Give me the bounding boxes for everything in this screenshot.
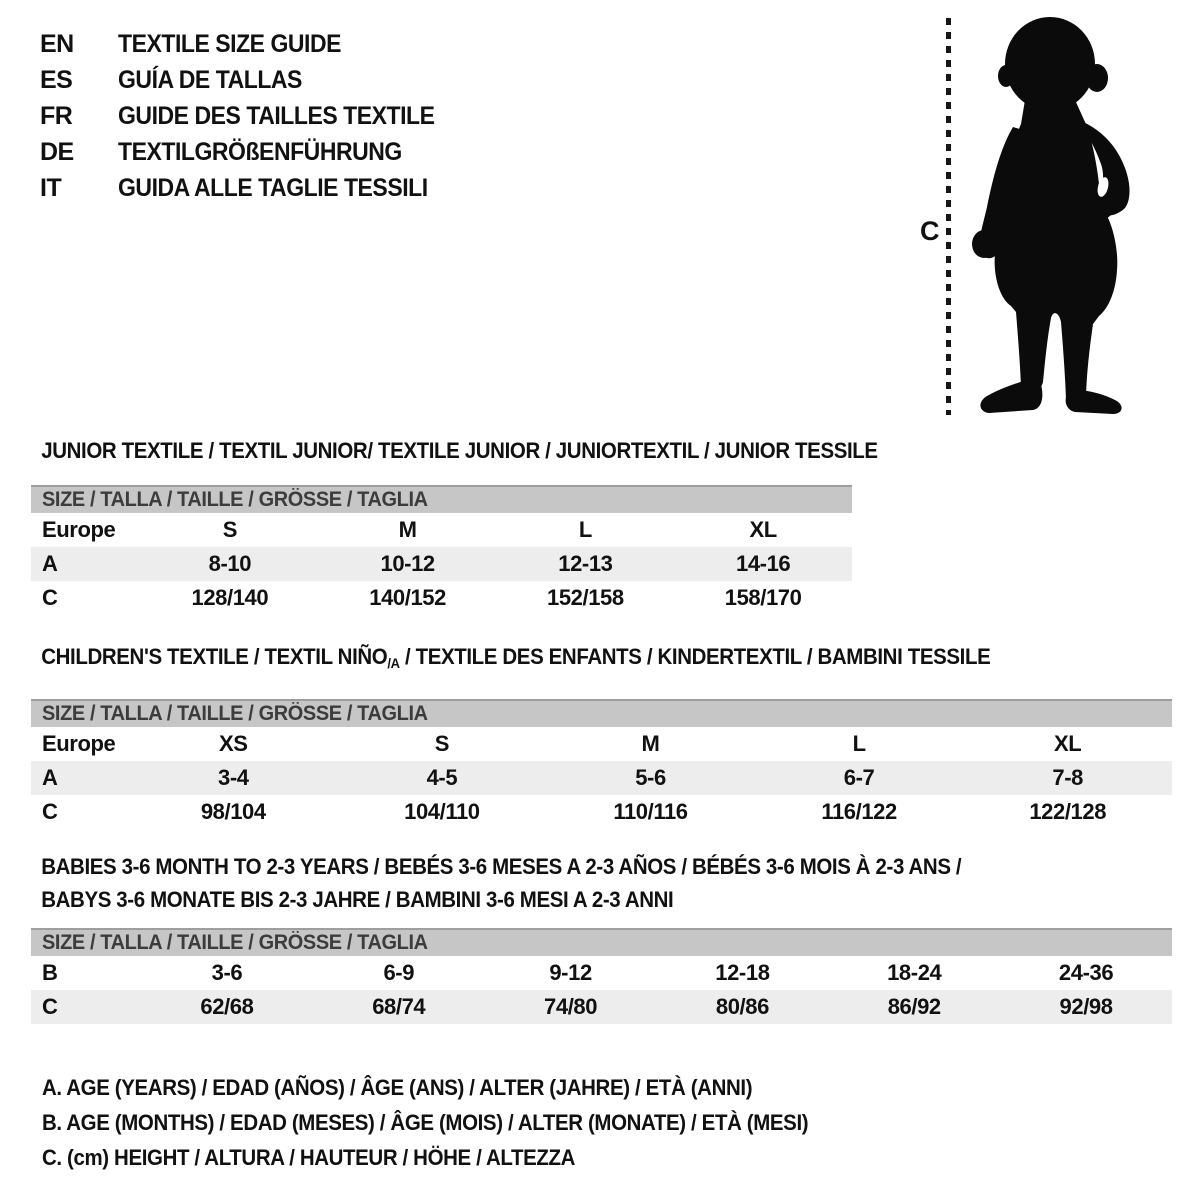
size-cell: 158/170 (724, 585, 802, 610)
footnote-b: B. AGE (MONTHS) / EDAD (MESES) / ÂGE (MOIS) / ALTER (MONATE) / ETÀ (MESI) (42, 1110, 809, 1135)
size-cell: 92/98 (1059, 994, 1113, 1019)
size-cell: 98/104 (200, 799, 266, 824)
row-height-cm (31, 990, 1172, 1024)
nino-a-subscript: /A (387, 655, 400, 671)
height-measure-dashed-line (946, 18, 951, 415)
size-cell: M (641, 731, 660, 756)
size-cell: 128/140 (191, 585, 269, 610)
size-cell: 80/86 (715, 994, 769, 1019)
size-cell: M (398, 517, 417, 542)
language-title: GUÍA DE TALLAS (118, 66, 302, 94)
size-cell: 6-7 (843, 765, 875, 790)
row-label: C (42, 585, 58, 610)
row-europe (31, 513, 852, 547)
size-header-bar (31, 699, 1172, 727)
section-babies-textile (31, 850, 1172, 1024)
row-height-cm (31, 795, 1172, 829)
size-cell: 14-16 (735, 551, 791, 576)
size-header-bar (31, 928, 1172, 956)
size-cell: 5-6 (635, 765, 666, 790)
language-code: ES (40, 66, 73, 94)
language-title: GUIDE DES TAILLES TEXTILE (118, 102, 435, 130)
size-cell: L (852, 731, 866, 756)
size-cell: 18-24 (887, 960, 942, 985)
size-cell: XL (1054, 731, 1082, 756)
size-cell: 104/110 (404, 799, 480, 824)
language-code: DE (40, 138, 74, 166)
row-label: C (42, 799, 58, 824)
row-label: A (42, 765, 58, 790)
footnotes (42, 1070, 866, 1175)
size-cell: L (578, 517, 592, 542)
size-cell: 9-12 (549, 960, 592, 985)
size-cell: S (222, 517, 238, 542)
size-header-bar (31, 485, 852, 513)
size-cell: 140/152 (369, 585, 446, 610)
size-cell: 62/68 (200, 994, 254, 1019)
language-code: EN (40, 30, 74, 58)
row-age-years (31, 547, 852, 581)
row-height-cm (31, 581, 852, 615)
size-cell: 24-36 (1058, 960, 1114, 985)
row-label: C (42, 994, 58, 1019)
size-cell: 4-5 (426, 765, 458, 790)
size-cell: 122/128 (1029, 799, 1107, 824)
language-title: TEXTILGRÖßENFÜHRUNG (118, 138, 402, 166)
row-label: B (42, 960, 58, 985)
section-title: JUNIOR TEXTILE / TEXTIL JUNIOR/ TEXTILE JUNIOR / JUNIORTEXTIL / JUNIOR TESSILE (41, 438, 878, 463)
row-label: A (42, 551, 58, 576)
language-code: FR (40, 102, 73, 130)
size-cell: XS (219, 731, 248, 756)
footnote-a: A. AGE (YEARS) / EDAD (AÑOS) / ÂGE (ANS) / ALTER (JAHRE) / ETÀ (ANNI) (42, 1075, 753, 1100)
size-cell: 116/122 (821, 799, 897, 824)
section-title (31, 850, 1172, 916)
size-header-text: SIZE / TALLA / TAILLE / GRÖSSE / TAGLIA (42, 488, 428, 511)
language-title: GUIDA ALLE TAGLIE TESSILI (118, 174, 428, 202)
baby-silhouette-icon (953, 12, 1149, 420)
section-title-line2: BABYS 3-6 MONATE BIS 2-3 JAHRE / BAMBINI 3-6 MESI A 2-3 ANNI (41, 887, 674, 912)
size-cell: XL (749, 517, 777, 542)
size-header-text: SIZE / TALLA / TAILLE / GRÖSSE / TAGLIA (42, 702, 428, 725)
section-title-line1: BABIES 3-6 MONTH TO 2-3 YEARS / BEBÉS 3-6 MESES A 2-3 AÑOS / BÉBÉS 3-6 MOIS À 2-3 ANS / (41, 854, 962, 879)
size-cell: 86/92 (887, 994, 941, 1019)
size-cell: 6-9 (383, 960, 415, 985)
size-cell: 110/116 (613, 799, 688, 824)
size-cell: 12-18 (715, 960, 770, 985)
size-cell: 68/74 (372, 994, 426, 1019)
row-label: Europe (42, 731, 116, 756)
size-cell: S (434, 731, 450, 756)
size-header-text: SIZE / TALLA / TAILLE / GRÖSSE / TAGLIA (42, 931, 428, 954)
row-label: Europe (42, 517, 116, 542)
section-junior-textile (31, 438, 878, 615)
section-title: CHILDREN'S TEXTILE / TEXTIL NIÑO/A / TEXTILE DES ENFANTS / KINDERTEXTIL / BAMBINI TESSILE (41, 644, 991, 671)
height-measure-label-c: C (920, 216, 940, 246)
footnote-c: C. (cm) HEIGHT / ALTURA / HAUTEUR / HÖHE / ALTEZZA (42, 1145, 576, 1170)
section-childrens-textile (31, 644, 1172, 829)
size-cell: 12-13 (558, 551, 613, 576)
row-age-months (31, 956, 1172, 990)
size-cell: 3-4 (217, 765, 249, 790)
size-cell: 3-6 (211, 960, 243, 985)
language-code: IT (40, 174, 62, 202)
size-cell: 74/80 (544, 994, 598, 1019)
row-europe (31, 727, 1172, 761)
row-age-years (31, 761, 1172, 795)
size-cell: 10-12 (380, 551, 435, 576)
size-cell: 152/158 (547, 585, 624, 610)
size-cell: 8-10 (208, 551, 252, 576)
size-cell: 7-8 (1052, 765, 1083, 790)
language-title: TEXTILE SIZE GUIDE (118, 30, 342, 58)
language-legend (40, 32, 462, 200)
